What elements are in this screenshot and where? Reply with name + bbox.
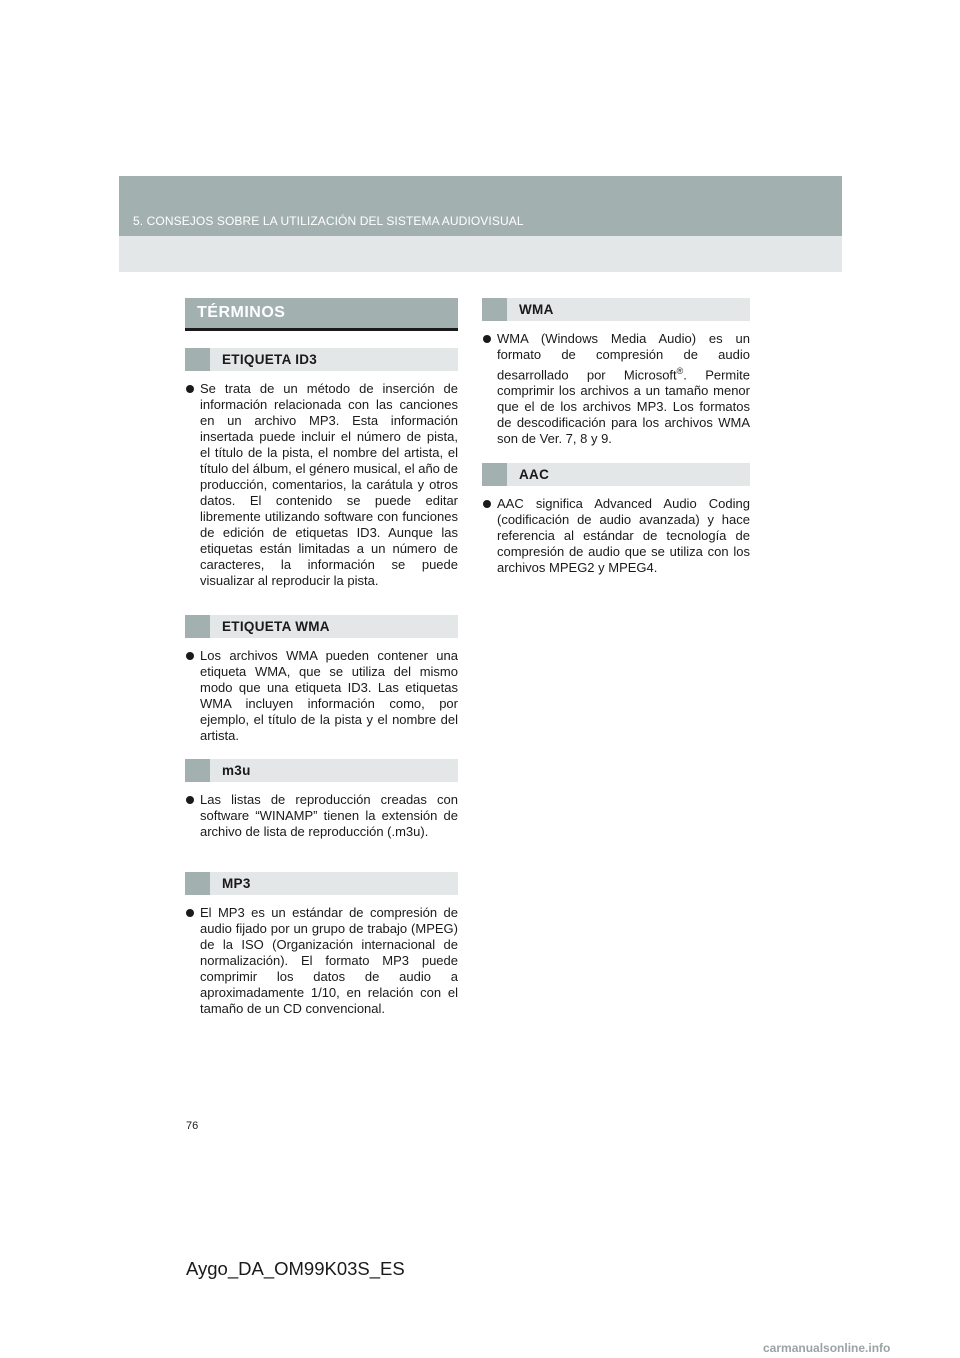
heading-marker	[185, 759, 210, 782]
paragraph-wma-tag	[185, 648, 458, 744]
heading-marker	[185, 872, 210, 895]
paragraph-mp3	[185, 905, 458, 1017]
bullet-icon	[483, 335, 491, 343]
watermark: carmanualsonline.info	[763, 1341, 891, 1355]
heading-id3-label: ETIQUETA ID3	[222, 352, 318, 367]
paragraph-id3-text: Se trata de un método de inserción de información relacionada con las canciones en un archivo MP3. Esta información insertada puede incluir el número de pista, el título de la pista, el nombre del artista, el título del álbum, el género musical, el año de producción, comentarios, la carátula y otros datos. El contenido se puede editar libremente utilizando software con funciones de edición de etiquetas ID3. Aunque las etiquetas están limitadas a un número de caracteres, la información se puede visualizar al reproducir la pista.	[200, 381, 458, 588]
paragraph-aac	[482, 496, 750, 576]
bullet-icon	[186, 909, 194, 917]
paragraph-wma-text-a: WMA (Windows Media Audio) es un formato de compresión de audio desarrollado por Microsoft	[497, 331, 750, 383]
page-number: 76	[186, 1120, 199, 1132]
bullet-icon	[186, 796, 194, 804]
heading-mp3-label: MP3	[222, 876, 251, 891]
paragraph-id3	[185, 381, 458, 589]
heading-marker	[185, 615, 210, 638]
paragraph-m3u	[185, 792, 458, 840]
registered-mark: ®	[676, 366, 684, 376]
heading-wma-tag-label: ETIQUETA WMA	[222, 619, 330, 634]
heading-marker	[482, 298, 507, 321]
paragraph-wma-text-b: . Permite comprimir los archivos a un tamaño menor que el de los archivos MP3. Los formatos de descodificación para los archivos WMA son de Ver. 7, 8 y 9.	[497, 367, 750, 447]
document-code: Aygo_DA_OM99K03S_ES	[186, 1258, 405, 1279]
header-strip	[119, 236, 842, 272]
heading-aac-label: AAC	[519, 467, 550, 482]
paragraph-wma	[482, 331, 750, 447]
heading-marker	[185, 348, 210, 371]
page-title-text: TÉRMINOS	[197, 304, 286, 321]
paragraph-m3u-text: Las listas de reproducción creadas con software “WINAMP” tienen la extensión de archivo de lista de reproducción (.m3u).	[200, 792, 458, 839]
bullet-icon	[186, 385, 194, 393]
heading-wma-tag	[185, 615, 458, 638]
bullet-icon	[483, 500, 491, 508]
paragraph-mp3-text: El MP3 es un estándar de compresión de audio fijado por un grupo de trabajo (MPEG) de la ISO (Organización internacional de normalización). El formato MP3 puede comprimir los datos de audio a aproximadamente 1/10, en relación con el tamaño de un CD convencional.	[200, 905, 458, 1016]
heading-marker	[482, 463, 507, 486]
section-header: 5. CONSEJOS SOBRE LA UTILIZACIÓN DEL SISTEMA AUDIOVISUAL	[133, 214, 524, 228]
page-title	[185, 298, 458, 331]
bullet-icon	[186, 652, 194, 660]
heading-wma-label: WMA	[519, 302, 554, 317]
paragraph-aac-text: AAC significa Advanced Audio Coding (codificación de audio avanzada) y hace referencia al estándar de tecnología de compresión de audio que se utiliza con los archivos MPEG2 y MPEG4.	[497, 496, 750, 575]
heading-wma	[482, 298, 750, 321]
heading-id3	[185, 348, 458, 371]
heading-aac	[482, 463, 750, 486]
heading-mp3	[185, 872, 458, 895]
paragraph-wma-tag-text: Los archivos WMA pueden contener una etiqueta WMA, que se utiliza del mismo modo que una etiqueta ID3. Las etiquetas WMA incluyen información como, por ejemplo, el título de la pista y el nombre del artista.	[200, 648, 458, 743]
heading-m3u-label: m3u	[222, 763, 251, 778]
heading-m3u	[185, 759, 458, 782]
